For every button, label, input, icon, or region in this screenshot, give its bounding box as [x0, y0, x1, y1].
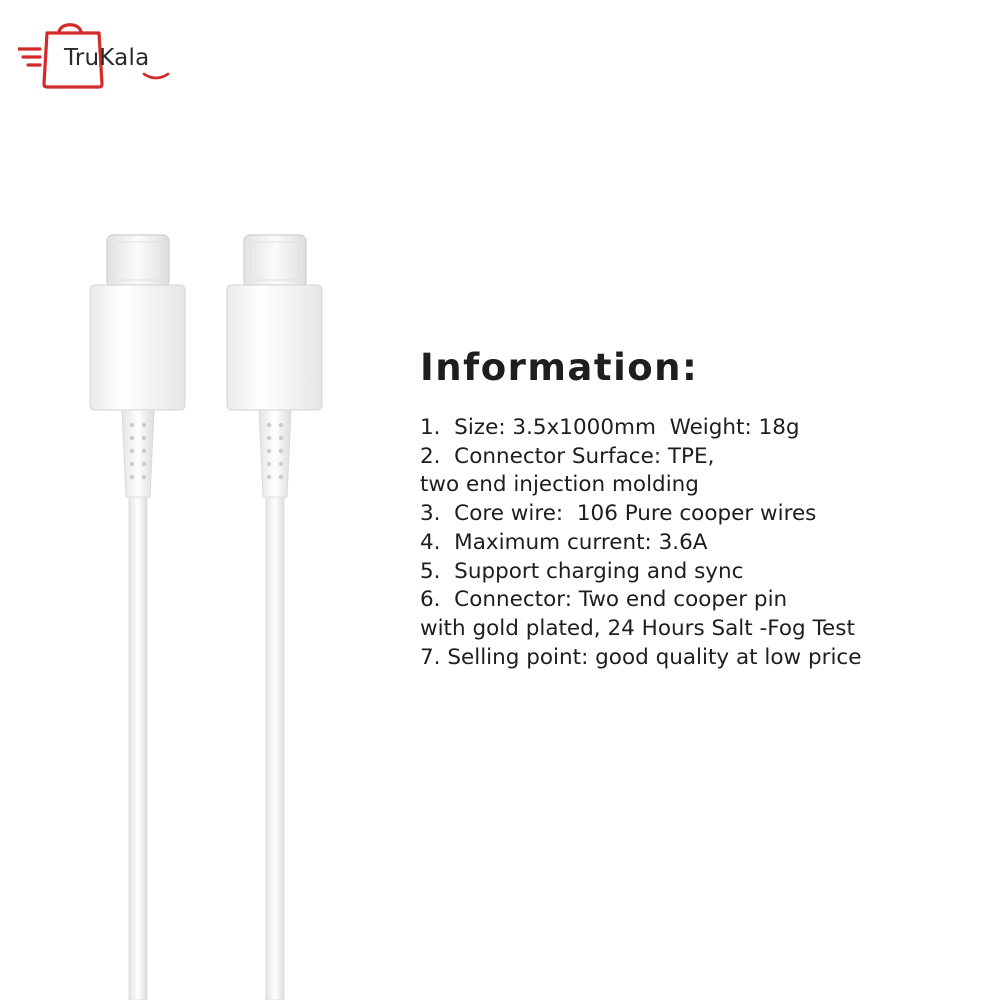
brand-logo [18, 14, 188, 94]
info-line: 2. Connector Surface: TPE, [420, 443, 715, 469]
info-title: Information: [420, 346, 699, 389]
info-line: 4. Maximum current: 3.6A [420, 529, 708, 555]
info-line: 3. Core wire: 106 Pure cooper wires [420, 501, 817, 527]
info-line: 6. Connector: Two end cooper pin [420, 587, 788, 613]
usb-c-cable-icon [80, 225, 340, 1000]
info-line: 5. Support charging and sync [420, 558, 744, 584]
cable-right [227, 235, 322, 1000]
cable-left [90, 235, 185, 1000]
info-line: 1. Size: 3.5x1000mm Weight: 18g [420, 415, 800, 440]
info-panel [420, 344, 990, 672]
info-line: two end injection molding [420, 472, 699, 498]
product-image [80, 225, 340, 1000]
logo-text: TruKala [64, 45, 150, 71]
info-line: with gold plated, 24 Hours Salt -Fog Test [420, 615, 855, 641]
info-line: 7. Selling point: good quality at low price [420, 644, 862, 670]
